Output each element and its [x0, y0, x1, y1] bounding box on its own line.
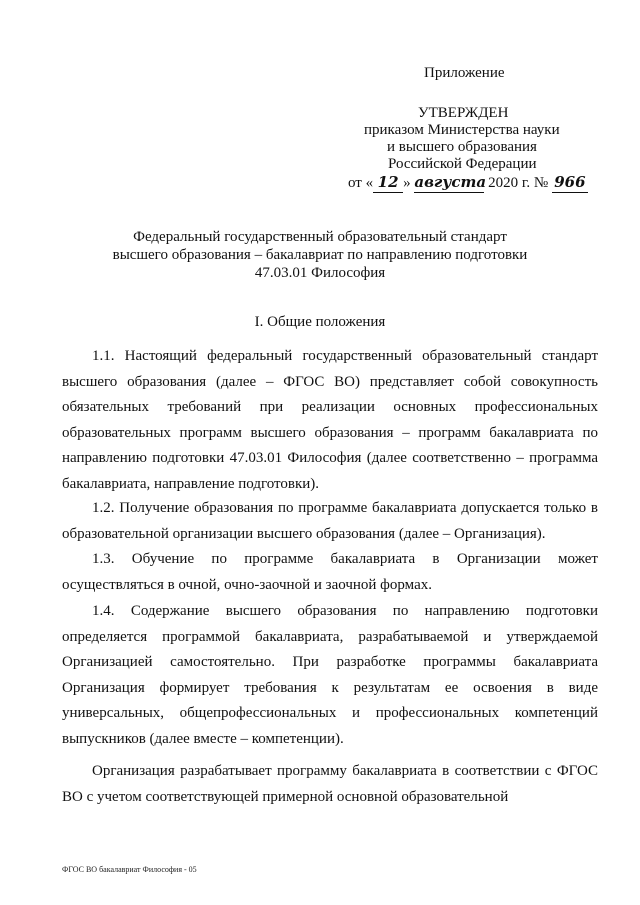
approved-label: УТВЕРЖДЕН [418, 105, 509, 121]
date-prefix: от « [348, 175, 374, 191]
standard-title-line-3: 47.03.01 Философия [254, 265, 386, 281]
date-mid: » [403, 175, 411, 191]
standard-title-line-2: высшего образования – бакалавриат по направлению подготовки [112, 247, 528, 263]
section-heading: I. Общие положения [254, 314, 386, 330]
date-year: 2020 г. № [488, 175, 549, 191]
paragraph-organization: Организация разрабатывает программу бакалавриата в соответствии с ФГОС ВО с учетом соответствующей примерной основной образовательной [62, 763, 598, 805]
order-date-line [348, 173, 588, 193]
approval-line-1: приказом Министерства науки [364, 122, 560, 138]
date-day: 12 [373, 173, 403, 193]
paragraph-1-4: 1.4. Содержание высшего образования по направлению подготовки определяется программой бакалавриата, разрабатываемой и утверждаемой Организацией самостоятельно. При разработке программы бакалавриата Организация формирует требования к результатам ее освоения в виде универсальных, общепрофессиональных и профессиональных компетенций выпускников (далее вместе – компетенции). [62, 603, 598, 747]
appendix-label: Приложение [424, 65, 505, 81]
date-month: августа [414, 173, 487, 191]
paragraph-1-2: 1.2. Получение образования по программе бакалавриата допускается только в образовательной организации высшего образования (далее – Организация). [62, 500, 598, 542]
standard-title-line-1: Федеральный государственный образовательный стандарт [133, 229, 507, 245]
page-footer: ФГОС ВО бакалавриат Философия - 05 [62, 865, 197, 874]
approval-line-2: и высшего образования [387, 139, 537, 155]
paragraph-1-1: 1.1. Настоящий федеральный государственный образовательный стандарт высшего образования (далее – ФГОС ВО) представляет собой совокупность обязательных требований при реализации основных профессиональных образовательных программ высшего образования – программ бакалавриата по направлению подготовки 47.03.01 Философия (далее соответственно – программа бакалавриата, направление подготовки). [62, 348, 598, 492]
order-number: 966 [552, 173, 588, 193]
paragraph-1-3: 1.3. Обучение по программе бакалавриата в Организации может осуществляться в очной, очно-заочной и заочной формах. [62, 551, 598, 593]
approval-line-3: Российской Федерации [388, 156, 537, 172]
